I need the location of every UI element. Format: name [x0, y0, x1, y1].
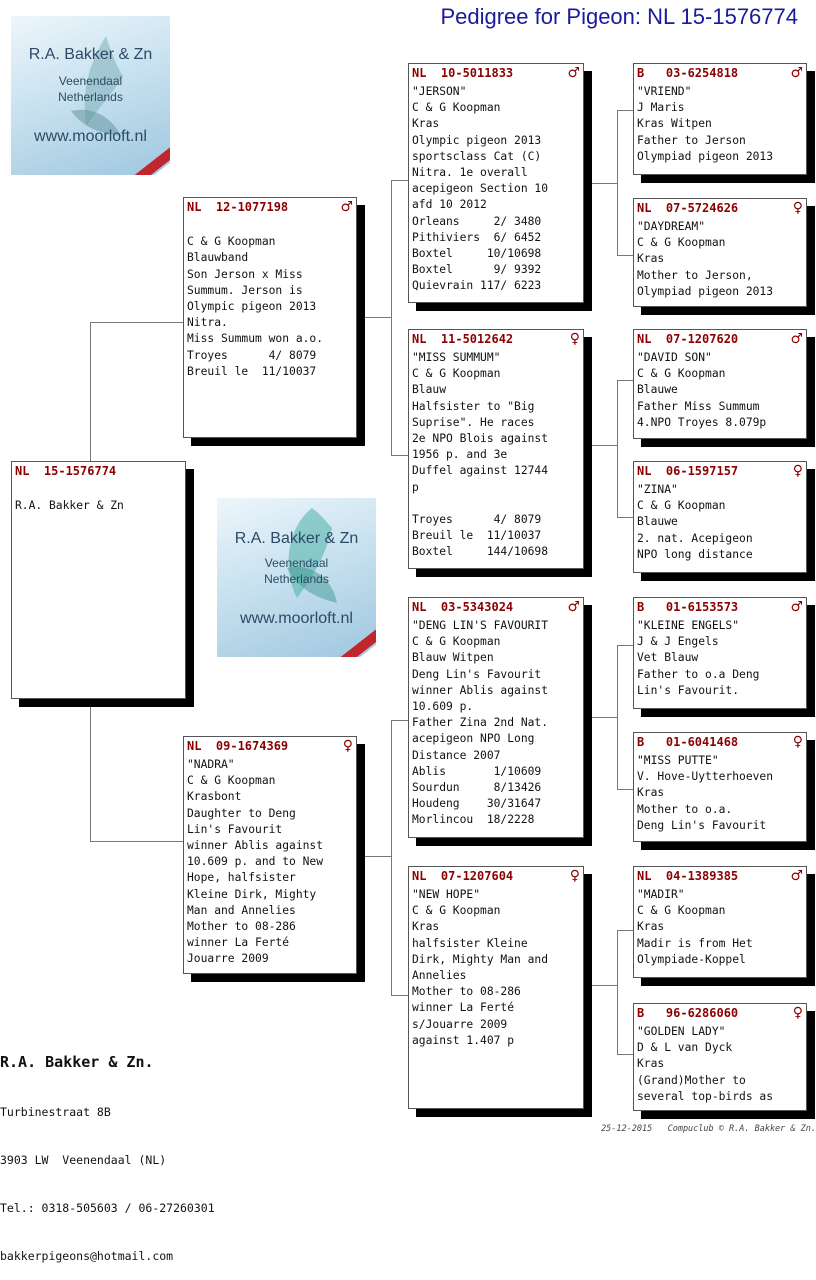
- card-line: "MADIR": [637, 888, 685, 901]
- ring-number: NL 11-5012642: [412, 332, 514, 346]
- ring-number: NL 09-1674369: [187, 739, 289, 753]
- ring-number: NL 10-5011833: [412, 66, 514, 80]
- card-line: afd 10 2012: [412, 198, 487, 212]
- card-sire-sire-dam[interactable]: [633, 198, 807, 307]
- card-subject[interactable]: [11, 461, 186, 699]
- card-body: [637, 482, 803, 563]
- card-body: [637, 753, 803, 834]
- card-line: Krasbont: [187, 790, 242, 804]
- card-line: winner La Ferté: [412, 1001, 515, 1015]
- card-line: Troyes 4/ 8079: [187, 348, 317, 362]
- card-line: Kras Witpen: [637, 117, 712, 131]
- card-line: "NADRA": [187, 758, 235, 771]
- card-line: Summum. Jerson is: [187, 283, 303, 297]
- card-line: several top-birds as: [637, 1089, 774, 1103]
- card-line: Kleine Dirk, Mighty: [187, 887, 317, 901]
- card-line: Blauw: [412, 383, 447, 397]
- ring-number: B 01-6041468: [637, 735, 739, 749]
- card-header: [637, 735, 803, 750]
- card-body: [412, 887, 580, 1049]
- card-line: Ablis 1/10609: [412, 764, 542, 778]
- card-line: Kras: [637, 786, 665, 800]
- card-line: "MISS SUMMUM": [412, 351, 501, 364]
- card-sire-dam[interactable]: [408, 329, 584, 569]
- card-line: D & L van Dyck: [637, 1041, 733, 1055]
- male-icon: ♂: [340, 199, 353, 215]
- card-line: "KLEINE ENGELS": [637, 619, 740, 632]
- card-line: Kras: [637, 1057, 665, 1071]
- card-body: [412, 350, 580, 560]
- logo-url: www.moorloft.nl: [240, 610, 353, 627]
- card-line: Mother to 08-286: [412, 985, 521, 999]
- card-line: Father Miss Summum: [637, 399, 760, 413]
- card-line: Dirk, Mighty Man and: [412, 952, 549, 966]
- card-line: Suprise". He races: [412, 415, 535, 429]
- card-line: Miss Summum won a.o.: [187, 332, 324, 346]
- card-header: [187, 200, 353, 215]
- card-line: Kras: [637, 920, 665, 934]
- ring-number: NL 15-1576774: [15, 464, 117, 478]
- card-line: "VRIEND": [637, 85, 692, 98]
- breeder-city: 3903 LW Veenendaal (NL): [0, 1153, 167, 1167]
- logo-line1: R.A. Bakker & Zn: [234, 530, 359, 547]
- card-body: [637, 618, 803, 699]
- card-line: Lin's Favourit.: [637, 683, 740, 697]
- card-line: Lin's Favourit: [187, 822, 283, 836]
- card-line: Olympiad pigeon 2013: [637, 284, 774, 298]
- card-header: [637, 201, 803, 216]
- card-line: Vet Blauw: [637, 651, 699, 665]
- card-line: "NEW HOPE": [412, 888, 481, 901]
- logo-middle: [217, 498, 376, 657]
- card-line: winner Ablis against: [412, 683, 549, 697]
- card-dam-sire-sire[interactable]: [633, 597, 807, 709]
- female-icon: ♀: [342, 738, 353, 754]
- card-body: [637, 1024, 803, 1105]
- footer-credit: 25-12-2015 Compuclub © R.A. Bakker & Zn.: [601, 1124, 816, 1134]
- card-line: NPO long distance: [637, 547, 753, 561]
- card-header: [187, 739, 353, 754]
- card-line: (Grand)Mother to: [637, 1073, 746, 1087]
- card-line: Deng Lin's Favourit: [412, 667, 542, 681]
- card-line: [15, 482, 182, 498]
- card-line: winner Ablis against: [187, 838, 324, 852]
- card-dam-dam-sire[interactable]: [633, 866, 807, 978]
- page-title: Pedigree for Pigeon: NL 15-1576774: [440, 4, 798, 29]
- card-body: [412, 84, 580, 294]
- card-line: 10.609 p. and to New: [187, 855, 324, 869]
- card-line: Troyes 4/ 8079: [412, 512, 542, 526]
- female-icon: ♀: [792, 200, 803, 216]
- card-line: Boxtel 144/10698: [412, 545, 549, 559]
- card-line: "ZINA": [637, 483, 678, 496]
- card-line: Jouarre 2009: [187, 952, 269, 966]
- card-line: Blauwband: [187, 251, 249, 265]
- card-line: V. Hove-Uytterhoeven: [637, 770, 774, 784]
- card-line: C & G Koopman: [412, 367, 501, 381]
- card-sire[interactable]: [183, 197, 357, 438]
- card-header: [637, 869, 803, 884]
- card-line: Olympic pigeon 2013: [187, 299, 317, 313]
- card-dam-dam-dam[interactable]: [633, 1003, 807, 1111]
- card-line: sportsclass Cat (C): [412, 149, 542, 163]
- card-dam-sire-dam[interactable]: [633, 732, 807, 842]
- ring-number: NL 07-1207604: [412, 869, 514, 883]
- female-icon: ♀: [792, 734, 803, 750]
- card-line: 2. nat. Acepigeon: [637, 531, 753, 545]
- card-line: Boxtel 10/10698: [412, 246, 542, 260]
- card-line: C & G Koopman: [637, 904, 726, 918]
- male-icon: ♂: [790, 868, 803, 884]
- ring-number: NL 12-1077198: [187, 200, 289, 214]
- card-line: halfsister Kleine: [412, 936, 528, 950]
- card-header: [412, 66, 580, 81]
- card-line: 4.NPO Troyes 8.079p: [637, 415, 767, 429]
- card-line: Mother to o.a.: [637, 802, 733, 816]
- card-line: Kras: [412, 920, 440, 934]
- card-line: Kras: [412, 117, 440, 131]
- card-line: C & G Koopman: [637, 367, 726, 381]
- card-line: Hope, halfsister: [187, 871, 296, 885]
- card-line: Deng Lin's Favourit: [637, 818, 767, 832]
- card-line: Orleans 2/ 3480: [412, 214, 542, 228]
- logo-line2: Veenendaal: [58, 74, 123, 88]
- card-line: Olympic pigeon 2013: [412, 133, 542, 147]
- card-line: acepigeon NPO Long: [412, 732, 535, 746]
- card-line: Blauw Witpen: [412, 651, 494, 665]
- card-line: Father to Jerson: [637, 133, 746, 147]
- card-line: J Maris: [637, 101, 685, 115]
- card-dam[interactable]: [183, 736, 357, 974]
- card-body: [187, 757, 353, 967]
- ring-number: NL 07-5724626: [637, 201, 739, 215]
- card-line: [412, 496, 580, 512]
- card-body: [15, 482, 182, 514]
- card-header: [637, 600, 803, 615]
- card-line: Olympiad pigeon 2013: [637, 149, 774, 163]
- card-header: [15, 464, 182, 479]
- card-line: Duffel against 12744: [412, 464, 549, 478]
- card-line: against 1.407 p: [412, 1033, 515, 1047]
- card-line: Morlincou 18/2228: [412, 813, 535, 827]
- card-line: Blauwe: [637, 515, 678, 529]
- card-line: R.A. Bakker & Zn: [15, 499, 124, 513]
- card-line: p: [412, 480, 419, 494]
- logo-url: www.moorloft.nl: [34, 128, 147, 145]
- card-line: Houdeng 30/31647: [412, 797, 542, 811]
- card-line: C & G Koopman: [637, 499, 726, 513]
- breeder-phone: Tel.: 0318-505603 / 06-27260301: [0, 1201, 215, 1215]
- card-line: "GOLDEN LADY": [637, 1025, 726, 1038]
- male-icon: ♂: [567, 599, 580, 615]
- logo-line1: R.A. Bakker & Zn: [28, 46, 153, 63]
- card-line: 10.609 p.: [412, 699, 474, 713]
- card-line: Father Zina 2nd Nat.: [412, 716, 549, 730]
- female-icon: ♀: [792, 463, 803, 479]
- male-icon: ♂: [790, 599, 803, 615]
- card-line: Quievrain 117/ 6223: [412, 279, 542, 293]
- logo-line3: Netherlands: [264, 572, 329, 586]
- card-dam-sire[interactable]: [408, 597, 584, 838]
- card-header: [412, 869, 580, 884]
- card-line: Pithiviers 6/ 6452: [412, 230, 542, 244]
- ring-number: NL 07-1207620: [637, 332, 739, 346]
- breeder-email: bakkerpigeons@hotmail.com: [0, 1249, 174, 1263]
- card-sire-dam-dam[interactable]: [633, 461, 807, 573]
- card-line: Daughter to Deng: [187, 806, 296, 820]
- card-header: [637, 332, 803, 347]
- card-body: [637, 887, 803, 968]
- card-body: [637, 350, 803, 431]
- card-body: [187, 218, 353, 380]
- card-line: Distance 2007: [412, 748, 501, 762]
- card-body: [637, 219, 803, 300]
- card-line: "DAYDREAM": [637, 220, 706, 233]
- card-line: Annelies: [412, 968, 467, 982]
- logo-line3: Netherlands: [58, 90, 123, 104]
- card-line: [187, 218, 353, 234]
- ring-number: NL 03-5343024: [412, 600, 514, 614]
- card-line: Father to o.a Deng: [637, 667, 760, 681]
- card-line: Halfsister to "Big: [412, 399, 535, 413]
- logo-line2: Veenendaal: [264, 556, 329, 570]
- card-header: [412, 332, 580, 347]
- male-icon: ♂: [790, 331, 803, 347]
- card-line: C & G Koopman: [187, 235, 276, 249]
- card-line: Breuil le 11/10037: [412, 529, 542, 543]
- card-line: Kras: [637, 252, 665, 266]
- card-header: [412, 600, 580, 615]
- ring-number: B 03-6254818: [637, 66, 739, 80]
- breeder-street: Turbinestraat 8B: [0, 1105, 111, 1119]
- card-line: Son Jerson x Miss: [187, 267, 303, 281]
- card-line: acepigeon Section 10: [412, 182, 549, 196]
- male-icon: ♂: [790, 65, 803, 81]
- card-line: Blauwe: [637, 383, 678, 397]
- ring-number: NL 04-1389385: [637, 869, 739, 883]
- card-header: [637, 66, 803, 81]
- card-line: Mother to 08-286: [187, 919, 296, 933]
- card-line: C & G Koopman: [412, 635, 501, 649]
- logo-top: [11, 16, 170, 175]
- card-line: J & J Engels: [637, 635, 719, 649]
- female-icon: ♀: [792, 1005, 803, 1021]
- male-icon: ♂: [567, 65, 580, 81]
- card-line: Breuil le 11/10037: [187, 364, 317, 378]
- card-body: [412, 618, 580, 828]
- card-line: Nitra. 1e overall: [412, 165, 528, 179]
- card-line: C & G Koopman: [187, 774, 276, 788]
- card-line: Madir is from Het: [637, 936, 753, 950]
- card-line: Man and Annelies: [187, 903, 296, 917]
- card-line: C & G Koopman: [412, 101, 501, 115]
- card-sire-sire[interactable]: [408, 63, 584, 303]
- card-line: Olympiade-Koppel: [637, 952, 746, 966]
- card-sire-dam-sire[interactable]: [633, 329, 807, 439]
- card-body: [637, 84, 803, 165]
- card-line: Boxtel 9/ 9392: [412, 263, 542, 277]
- card-line: "MISS PUTTE": [637, 754, 719, 767]
- card-line: C & G Koopman: [637, 236, 726, 250]
- card-line: "JERSON": [412, 85, 467, 98]
- ring-number: B 96-6286060: [637, 1006, 739, 1020]
- card-line: 2e NPO Blois against: [412, 431, 549, 445]
- card-line: 1956 p. and 3e: [412, 448, 508, 462]
- breeder-address: [0, 1020, 215, 1280]
- card-line: s/Jouarre 2009: [412, 1017, 508, 1031]
- female-icon: ♀: [569, 331, 580, 347]
- card-dam-dam[interactable]: [408, 866, 584, 1109]
- female-icon: ♀: [569, 868, 580, 884]
- ring-number: B 01-6153573: [637, 600, 739, 614]
- card-line: "DENG LIN'S FAVOURIT: [412, 619, 549, 632]
- card-line: Sourdun 8/13426: [412, 780, 542, 794]
- card-line: Mother to Jerson,: [637, 268, 753, 282]
- breeder-name: R.A. Bakker & Zn.: [0, 1053, 154, 1071]
- card-line: C & G Koopman: [412, 904, 501, 918]
- card-line: "DAVID SON": [637, 351, 712, 364]
- card-line: Nitra.: [187, 316, 228, 330]
- ring-number: NL 06-1597157: [637, 464, 739, 478]
- card-header: [637, 1006, 803, 1021]
- card-header: [637, 464, 803, 479]
- card-line: winner La Ferté: [187, 936, 290, 950]
- card-sire-sire-sire[interactable]: [633, 63, 807, 175]
